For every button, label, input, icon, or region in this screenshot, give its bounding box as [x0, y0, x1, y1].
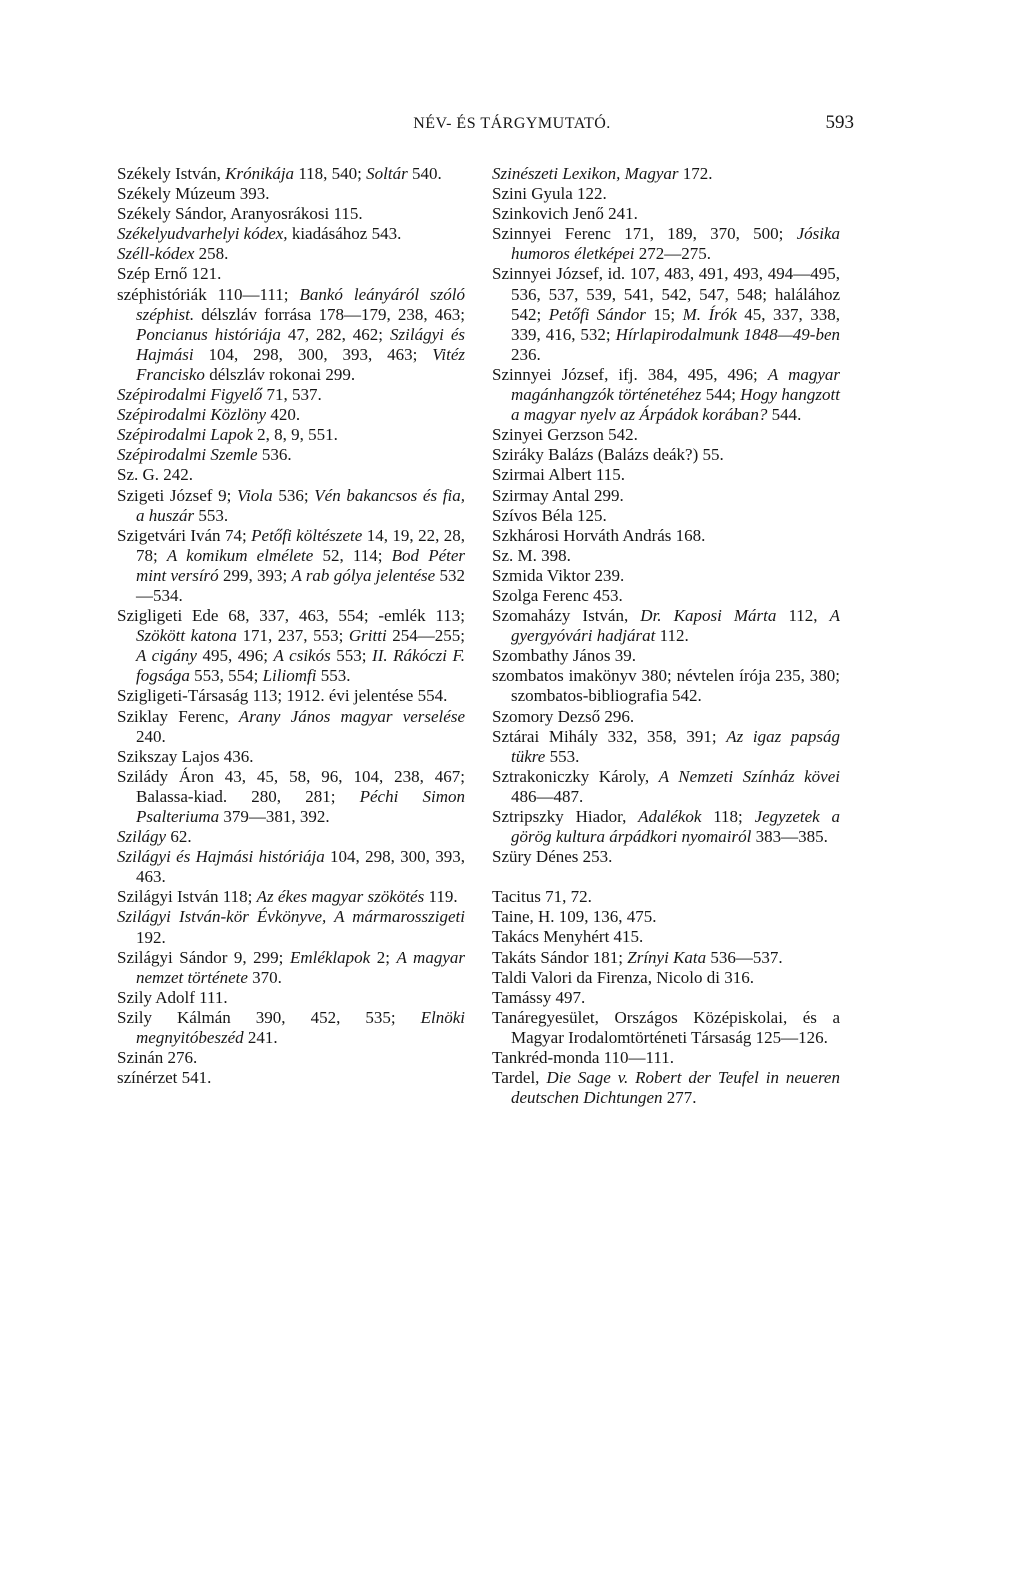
index-entry — [117, 827, 465, 847]
entry-text: 383—385. — [751, 827, 828, 847]
entry-text: szombatos imakönyv 380; névtelen írója 235, 380; szombatos-bibliografia 542. — [492, 666, 840, 706]
entry-text: Tacitus 71, 72. — [492, 887, 592, 907]
entry-text: Sz. G. 242. — [117, 465, 194, 485]
page-number: 593 — [825, 112, 854, 133]
entry-text: 119. — [424, 887, 458, 907]
index-entry — [117, 707, 465, 747]
entry-text: délszláv forrása 178—179, 238, 463; — [194, 304, 465, 324]
running-header — [0, 109, 1024, 139]
index-entry — [492, 425, 840, 445]
italic-title: A komikum elmélete — [166, 545, 314, 565]
entry-text: Szilágyi Sándor 9, 299; — [117, 947, 290, 967]
entry-text: 192. — [136, 927, 166, 947]
entry-text: 379—381, 392. — [219, 807, 330, 826]
entry-text: 15; — [645, 304, 683, 324]
entry-text: 236. — [511, 344, 541, 364]
entry-text: Szomory Dezső 296. — [492, 706, 635, 726]
index-entry — [492, 927, 840, 947]
entry-text: 118; — [701, 807, 755, 826]
entry-text: Szigligeti Ede 68, 337, 463, 554; -emlék 113; — [117, 606, 465, 626]
entry-text: 553. — [545, 746, 580, 766]
italic-title: Krónikája — [225, 164, 295, 183]
italic-title: Adalékok — [638, 807, 702, 826]
entry-text: Szkhárosi Horváth András 168. — [492, 525, 706, 545]
italic-title: Gritti — [348, 626, 387, 646]
entry-text: Szinkovich Jenő 241. — [492, 204, 638, 224]
italic-title: Szökött katona — [136, 626, 237, 646]
index-entry — [492, 907, 840, 927]
entry-text: Szinnyei József, ifj. 384, 495, 496; — [492, 364, 768, 384]
entry-text: Takáts Sándor 181; — [492, 947, 628, 967]
italic-title: Zrínyi Kata — [627, 947, 707, 967]
index-entry — [492, 445, 840, 465]
italic-title: Hogy hangzott a magyar nyelv az Árpádok korában? — [511, 385, 840, 425]
index-entry — [492, 1068, 840, 1108]
index-entry — [117, 405, 465, 425]
index-entry — [117, 486, 465, 526]
entry-text: Szilágyi István 118; — [117, 887, 257, 907]
entry-text: 532—534. — [136, 565, 465, 605]
italic-title: Jósika humoros életképei — [511, 224, 840, 264]
italic-title: Bod Péter mint versíró — [136, 545, 466, 585]
entry-text: 486—487. — [511, 786, 584, 806]
entry-text: 277. — [662, 1088, 697, 1108]
entry-text: 104, 298, 300, 393, 463; — [193, 344, 433, 364]
italic-title: Péchi Simon Psalteriuma — [136, 786, 465, 826]
entry-text: Szigetvári Iván 74; — [117, 525, 252, 545]
italic-title: Az ékes magyar szökötés — [256, 887, 425, 907]
entry-text: színérzet 541. — [117, 1068, 212, 1088]
entry-text: 553; — [330, 646, 373, 666]
italic-title: A cigány — [136, 646, 197, 666]
italic-title: A gyergyóvári hadjárat — [511, 606, 841, 646]
index-entry — [117, 285, 465, 385]
italic-title: Jegyzetek a görög kultura árpádkori nyomairól — [511, 807, 840, 847]
entry-text: 544. — [767, 405, 802, 425]
index-entry — [117, 1008, 465, 1048]
entry-text: Szüry Dénes 253. — [492, 847, 613, 867]
italic-title: Szépirodalmi Figyelő — [117, 385, 263, 405]
index-entry — [492, 727, 840, 767]
entry-text: 104, 298, 300, 393, 463. — [136, 847, 465, 887]
entry-text: 14, 19, 22, 28, 78; — [136, 525, 466, 565]
index-entry — [117, 606, 465, 686]
entry-text: 112, — [776, 606, 830, 626]
entry-text: Szirmai Albert 115. — [492, 465, 625, 485]
index-entry — [492, 707, 840, 727]
entry-text: Sztárai Mihály 332, 358, 391; — [492, 726, 727, 746]
italic-title: II. Rákóczi F. fogsága — [136, 646, 465, 686]
index-entry — [492, 224, 840, 264]
entry-text: 172. — [678, 164, 713, 183]
entry-text: Sztrakoniczky Károly, — [492, 766, 659, 786]
index-entry — [117, 164, 465, 184]
italic-title: A Nemzeti Színház kövei — [658, 766, 840, 786]
index-entry — [492, 566, 840, 586]
italic-title: Szépirodalmi Lapok — [117, 425, 253, 445]
entry-text: 536. — [257, 445, 292, 465]
index-entry — [117, 264, 465, 284]
entry-text: 52, 114; — [313, 545, 392, 565]
index-entry — [492, 365, 840, 425]
index-entry — [492, 506, 840, 526]
entry-text: Szinán 276. — [117, 1048, 198, 1068]
entry-text: 62. — [166, 827, 192, 847]
entry-text: 2; — [370, 947, 397, 967]
italic-title: Szilágyi és Hajmási — [136, 324, 465, 364]
italic-title: A magyar nemzet története — [136, 947, 465, 987]
italic-title: Vitéz Francisko — [136, 344, 465, 384]
italic-title: Szépirodalmi Közlöny — [117, 405, 267, 425]
index-entry — [117, 988, 465, 1008]
index-entry — [492, 666, 840, 706]
entry-text: Taldi Valori da Firenza, Nicolo di 316. — [492, 967, 754, 987]
index-entry — [492, 807, 840, 847]
italic-title: Szilágyi István-kör Évkönyve, A mármarosszigeti — [117, 907, 465, 927]
entry-text: 553, 554; — [189, 666, 263, 686]
entry-text: Szini Gyula 122. — [492, 184, 607, 204]
index-entry — [117, 847, 465, 887]
italic-title: A csikós — [273, 646, 331, 666]
index-entry — [492, 184, 840, 204]
italic-title: Szilágyi és Hajmási históriája — [117, 847, 325, 867]
index-entry — [117, 425, 465, 445]
entry-text: 118, 540; — [294, 164, 367, 183]
index-entry — [492, 546, 840, 566]
index-entry — [117, 184, 465, 204]
entry-text: Szép Ernő 121. — [117, 264, 222, 284]
italic-title: M. Írók — [682, 304, 737, 324]
entry-text: Sztripszky Hiador, — [492, 807, 639, 826]
entry-text: Székely István, — [117, 164, 226, 183]
index-entry — [117, 1068, 465, 1088]
index-entry — [492, 586, 840, 606]
entry-text: 240. — [136, 726, 166, 746]
entry-text: 47, 282, 462; — [280, 324, 391, 344]
entry-text: Takács Menyhért 415. — [492, 927, 644, 947]
italic-title: Bankó leányáról szóló széphist. — [136, 284, 465, 324]
entry-text: Szigeti József 9; — [117, 485, 238, 505]
entry-text: 71, 537. — [262, 385, 322, 405]
entry-text: Sziráky Balázs (Balázs deák?) 55. — [492, 445, 724, 465]
index-entry — [117, 465, 465, 485]
italic-title: Liliomfi — [262, 666, 317, 686]
index-entry — [492, 606, 840, 646]
entry-text: 171, 237, 553; — [236, 626, 349, 646]
italic-title: Emléklapok — [289, 947, 371, 967]
entry-text: 258. — [194, 244, 229, 264]
index-entry — [492, 164, 840, 184]
entry-text: kiadásához 543. — [287, 224, 402, 244]
index-entry — [492, 948, 840, 968]
entry-text: Szily Adolf 111. — [117, 987, 228, 1007]
index-entry — [492, 1048, 840, 1068]
italic-title: Dr. Kaposi Márta — [640, 606, 777, 626]
italic-title: Viola — [237, 485, 273, 505]
entry-text: Tankréd-monda 110—111. — [492, 1048, 674, 1068]
entry-text: Tanáregyesület, Országos Középiskolai, és a Magyar Irodalomtörténeti Társaság 125—126. — [492, 1007, 840, 1047]
index-entry — [117, 686, 465, 706]
entry-text: 2, 8, 9, 551. — [252, 425, 338, 445]
entry-text: Szikszay Lajos 436. — [117, 746, 254, 766]
italic-title: A rab gólya jelentése — [291, 565, 436, 585]
index-entry — [492, 1008, 840, 1048]
italic-title: Die Sage v. Robert der Teufel in neueren deutschen Dichtungen — [511, 1068, 840, 1108]
running-title: NÉV- ÉS TÁRGYMUTATÓ. — [413, 115, 611, 132]
index-entry — [117, 204, 465, 224]
index-entry — [492, 486, 840, 506]
entry-text: 370. — [247, 967, 282, 987]
entry-text: 254—255; — [386, 626, 465, 646]
index-entry — [117, 224, 465, 244]
entry-text: 544; — [701, 385, 741, 405]
entry-text: Taine, H. 109, 136, 475. — [492, 907, 657, 927]
italic-title: Arany János magyar verselése — [238, 706, 465, 726]
entry-text: 553. — [316, 666, 351, 686]
entry-text: Tardel, — [492, 1068, 547, 1088]
entry-text: Tamássy 497. — [492, 987, 586, 1007]
entry-text: 272—275. — [634, 244, 712, 264]
entry-text: Szilády Áron 43, 45, 58, 96, 104, 238, 467; Balassa-kiad. 280, 281; — [117, 766, 465, 806]
index-entry — [117, 907, 465, 947]
entry-text: 241. — [243, 1028, 278, 1048]
entry-text: Szmida Viktor 239. — [492, 565, 625, 585]
entry-text: Sz. M. 398. — [492, 545, 571, 565]
italic-title: Petőfi költészete — [251, 525, 363, 545]
entry-text: délszláv rokonai 299. — [204, 364, 356, 384]
entry-text: Sziklay Ferenc, — [117, 706, 239, 726]
index-entry — [492, 646, 840, 666]
italic-title: Elnöki megnyitóbeszéd — [136, 1007, 465, 1048]
index-entry — [492, 968, 840, 988]
entry-text: Székely Múzeum 393. — [117, 184, 270, 204]
index-entry — [492, 887, 840, 907]
index-entry — [492, 264, 840, 364]
italic-title: Szépirodalmi Szemle — [117, 445, 258, 465]
entry-text: Szívos Béla 125. — [492, 505, 607, 525]
entry-text: Szigligeti-Társaság 113; 1912. évi jelentése 554. — [117, 686, 448, 706]
entry-text: Szily Kálmán 390, 452, 535; — [117, 1007, 421, 1027]
index-entry — [117, 385, 465, 405]
entry-text: 45, 337, 338, 339, 416, 532; — [511, 304, 840, 344]
index-entry — [492, 204, 840, 224]
entry-text: Szolga Ferenc 453. — [492, 585, 623, 605]
index-entry — [492, 847, 840, 867]
entry-text: Szombathy János 39. — [492, 646, 637, 666]
index-entry — [117, 445, 465, 465]
entry-text: 112. — [655, 626, 689, 646]
entry-text: Szinnyei Ferenc 171, 189, 370, 500; — [492, 224, 797, 244]
index-column-right — [492, 164, 840, 1108]
index-entry — [117, 526, 465, 606]
entry-text: Szinnyei József, id. 107, 483, 491, 493, 494—495, 536, 537, 539, 541, 542, 547, 548; halálához 542; — [492, 264, 840, 324]
italic-title: Hírlapirodalmunk 1848—49-ben — [615, 324, 840, 344]
italic-title: Vén bakancsos és fia, a huszár — [136, 485, 465, 525]
index-entry — [117, 767, 465, 827]
entry-text: 536; — [272, 485, 315, 505]
index-entry — [492, 465, 840, 485]
italic-title: Poncianus históriája — [136, 324, 281, 344]
italic-title: Petőfi Sándor — [548, 304, 646, 324]
entry-text: Székely Sándor, Aranyosrákosi 115. — [117, 204, 363, 224]
entry-text: széphistóriák 110—111; — [117, 284, 300, 304]
entry-text: Szinyei Gerzson 542. — [492, 425, 638, 445]
entry-text: Szomaházy István, — [492, 606, 641, 626]
index-entry — [117, 1048, 465, 1068]
index-entry — [117, 244, 465, 264]
italic-title: Az igaz papság tükre — [511, 726, 840, 766]
index-entry — [117, 948, 465, 988]
italic-title: Soltár — [366, 164, 408, 183]
italic-title: Szinészeti Lexikon, Magyar — [492, 164, 679, 183]
entry-text: 536—537. — [706, 947, 783, 967]
index-entry — [492, 988, 840, 1008]
italic-title: Széll-kódex — [117, 244, 195, 264]
italic-title: Szilágy — [117, 827, 167, 847]
index-entry — [117, 747, 465, 767]
index-column-left — [117, 164, 465, 1088]
entry-text: 495, 496; — [196, 646, 274, 666]
entry-text: 299, 393; — [218, 565, 292, 585]
italic-title: Székelyudvarhelyi kódex, — [117, 224, 288, 244]
entry-text: 553. — [194, 505, 229, 525]
index-entry — [492, 526, 840, 546]
index-entry — [492, 767, 840, 807]
entry-text: 540. — [407, 164, 442, 183]
italic-title: A magyar magánhangzók történetéhez — [511, 364, 841, 405]
index-entry — [117, 887, 465, 907]
entry-text: 420. — [266, 405, 301, 425]
entry-text: Szirmay Antal 299. — [492, 485, 624, 505]
